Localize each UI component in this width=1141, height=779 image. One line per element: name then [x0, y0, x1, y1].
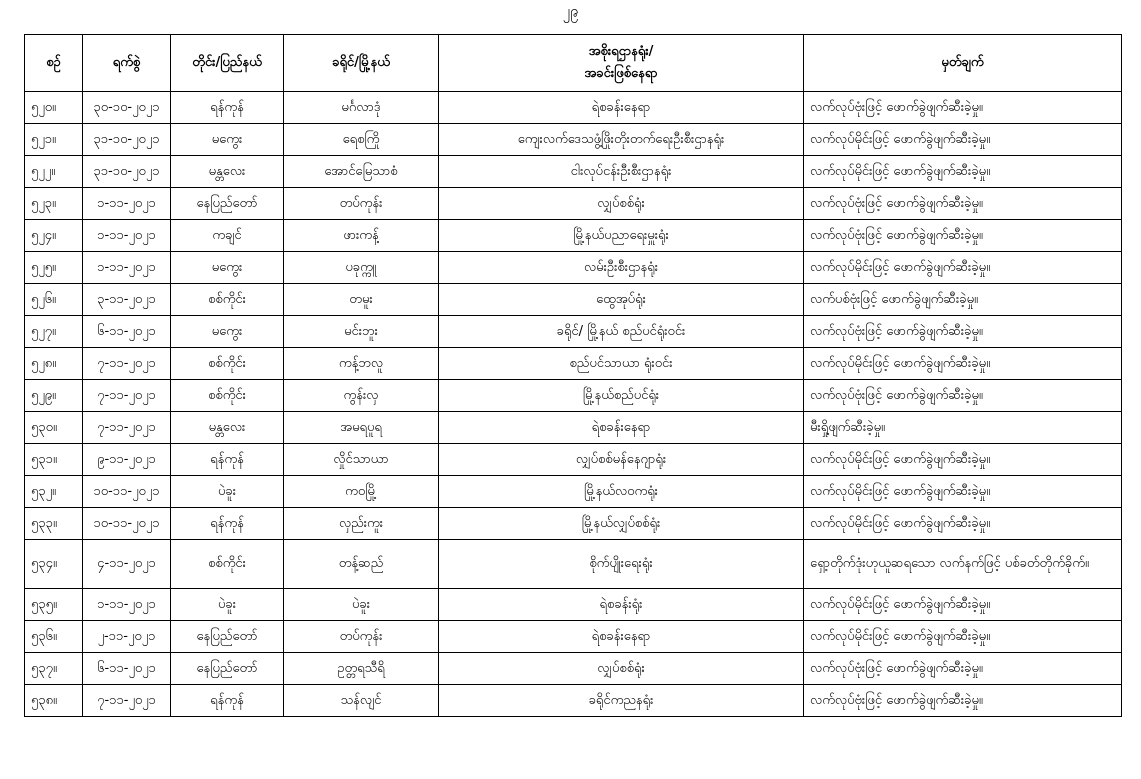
cell-region: မန္တလေး — [171, 412, 284, 444]
table-row — [25, 589, 1122, 621]
cell-date: ၁၀-၁၁-၂၀၂၁ — [83, 508, 171, 540]
cell-remark: လက်လုပ်မိုင်းဖြင့် ဖောက်ခွဲဖျက်ဆီးခဲ့မှု။ — [804, 124, 1122, 156]
cell-township: ပခုက္ကူ — [284, 252, 439, 284]
table-row — [25, 540, 1122, 589]
cell-office: ခရိုင်/ မြို့နယ် စည်ပင်ရုံးဝင်း — [439, 316, 804, 348]
cell-remark: လက်ပစ်ဗုံးဖြင့် ဖောက်ခွဲဖျက်ဆီးခဲ့မှု။ — [804, 284, 1122, 316]
cell-remark: မီးရှို့ဖျက်ဆီးခဲ့မှု။ — [804, 412, 1122, 444]
cell-office: စိုက်ပျိုးရေးရုံး — [439, 540, 804, 589]
cell-no: ၅၃၄။ — [25, 540, 83, 589]
cell-remark: လက်လုပ်မိုင်းဖြင့် ဖောက်ခွဲဖျက်ဆီးခဲ့မှု။ — [804, 621, 1122, 653]
cell-date: ၃၁-၁၀-၂၀၂၁ — [83, 156, 171, 188]
header-region: တိုင်း/ပြည်နယ် — [171, 35, 284, 92]
incident-table — [24, 34, 1122, 717]
cell-no: ၅၃၁။ — [25, 444, 83, 476]
table-row — [25, 412, 1122, 444]
cell-remark: လက်လုပ်ဗုံးဖြင့် ဖောက်ခွဲဖျက်ဆီးခဲ့မှု။ — [804, 92, 1122, 124]
cell-remark: လက်လုပ်ဗုံးဖြင့် ဖောက်ခွဲဖျက်ဆီးခဲ့မှု။ — [804, 220, 1122, 252]
cell-region: နေပြည်တော် — [171, 621, 284, 653]
cell-remark: လက်လုပ်မိုင်းဖြင့် ဖောက်ခွဲဖျက်ဆီးခဲ့မှု။ — [804, 252, 1122, 284]
cell-date: ၁-၁၁-၂၀၂၁ — [83, 220, 171, 252]
cell-remark: လက်လုပ်မိုင်းဖြင့် ဖောက်ခွဲဖျက်ဆီးခဲ့မှု။ — [804, 508, 1122, 540]
cell-remark: လက်လုပ်ဗုံးဖြင့် ဖောက်ခွဲဖျက်ဆီးခဲ့မှု။ — [804, 653, 1122, 685]
cell-region: စစ်ကိုင်း — [171, 348, 284, 380]
table-row — [25, 220, 1122, 252]
cell-office: လမ်းဦးစီးဌာနရုံး — [439, 252, 804, 284]
cell-office: ရဲစခန်းနေရာ — [439, 621, 804, 653]
cell-no: ၅၃၈။ — [25, 685, 83, 717]
cell-township: အမရပူရ — [284, 412, 439, 444]
cell-township: သန်လျင် — [284, 685, 439, 717]
table-row — [25, 653, 1122, 685]
cell-region: စစ်ကိုင်း — [171, 540, 284, 589]
header-remark: မှတ်ချက် — [804, 35, 1122, 92]
cell-no: ၅၂၃။ — [25, 188, 83, 220]
cell-office: ရဲစခန်းနေရာ — [439, 412, 804, 444]
cell-date: ၃၀-၁၀-၂၀၂၁ — [83, 92, 171, 124]
cell-date: ၆-၁၁-၂၀၂၁ — [83, 316, 171, 348]
table-row — [25, 380, 1122, 412]
cell-date: ၇-၁၁-၂၀၂၁ — [83, 348, 171, 380]
cell-no: ၅၂၇။ — [25, 316, 83, 348]
cell-date: ၃၁-၁၀-၂၀၂၁ — [83, 124, 171, 156]
cell-no: ၅၃၂။ — [25, 476, 83, 508]
cell-office: မြို့နယ်စည်ပင်ရုံး — [439, 380, 804, 412]
table-row — [25, 621, 1122, 653]
cell-region: မန္တလေး — [171, 156, 284, 188]
cell-office: မြို့နယ်လျှပ်စစ်ရုံး — [439, 508, 804, 540]
cell-office: ရဲစခန်းရုံး — [439, 589, 804, 621]
cell-remark: လက်လုပ်မိုင်းဖြင့် ဖောက်ခွဲဖျက်ဆီးခဲ့မှု။ — [804, 348, 1122, 380]
cell-township: တမူး — [284, 284, 439, 316]
cell-region: ကချင် — [171, 220, 284, 252]
table-row — [25, 188, 1122, 220]
table-row — [25, 92, 1122, 124]
cell-region: ပဲခူး — [171, 476, 284, 508]
cell-region: ရန်ကုန် — [171, 508, 284, 540]
cell-remark: လက်လုပ်မိုင်းဖြင့် ဖောက်ခွဲဖျက်ဆီးခဲ့မှု။ — [804, 444, 1122, 476]
table-row — [25, 508, 1122, 540]
cell-region: စစ်ကိုင်း — [171, 380, 284, 412]
cell-township: ပဲခူး — [284, 589, 439, 621]
cell-date: ၇-၁၁-၂၀၂၁ — [83, 380, 171, 412]
cell-no: ၅၂၆။ — [25, 284, 83, 316]
cell-region: မကွေး — [171, 124, 284, 156]
cell-remark: ရှော့တိုက်ဒုံးဟုယူဆရသော လက်နက်ဖြင့် ပစ်ခတ်တိုက်ခိုက်။ — [804, 540, 1122, 589]
cell-township: မင်းဘူး — [284, 316, 439, 348]
cell-no: ၅၂၄။ — [25, 220, 83, 252]
cell-township: ရေစကြို — [284, 124, 439, 156]
cell-date: ၇-၁၁-၂၀၂၁ — [83, 412, 171, 444]
cell-no: ၅၂၀။ — [25, 92, 83, 124]
cell-no: ၅၂၈။ — [25, 348, 83, 380]
cell-township: ကွန်းလှ — [284, 380, 439, 412]
table-row — [25, 348, 1122, 380]
table-row — [25, 476, 1122, 508]
cell-remark: လက်လုပ်မိုင်းဖြင့် ဖောက်ခွဲဖျက်ဆီးခဲ့မှု။ — [804, 156, 1122, 188]
cell-date: ၁-၁၁-၂၀၂၁ — [83, 188, 171, 220]
header-township: ခရိုင်/မြို့နယ် — [284, 35, 439, 92]
cell-date: ၇-၁၁-၂၀၂၁ — [83, 685, 171, 717]
cell-date: ၁-၁၁-၂၀၂၁ — [83, 252, 171, 284]
cell-office: လျှပ်စစ်ရုံး — [439, 188, 804, 220]
table-header-row — [25, 35, 1122, 92]
cell-office: လျှပ်စစ်ရုံး — [439, 653, 804, 685]
table-body — [25, 92, 1122, 717]
cell-township: လှိုင်သာယာ — [284, 444, 439, 476]
cell-no: ၅၃၆။ — [25, 621, 83, 653]
cell-township: တပ်ကုန်း — [284, 188, 439, 220]
cell-township: တပ်ကုန်း — [284, 621, 439, 653]
cell-region: ရန်ကုန် — [171, 685, 284, 717]
header-office-line1: အစိုးရဌာနရုံး/ — [588, 44, 654, 59]
cell-region: ရန်ကုန် — [171, 444, 284, 476]
cell-remark: လက်လုပ်မိုင်းဖြင့် ဖောက်ခွဲဖျက်ဆီးခဲ့မှု။ — [804, 589, 1122, 621]
cell-date: ၆-၁၁-၂၀၂၁ — [83, 653, 171, 685]
cell-township: ဥတ္တရသီရိ — [284, 653, 439, 685]
header-office — [439, 35, 804, 92]
table-row — [25, 284, 1122, 316]
cell-no: ၅၂၅။ — [25, 252, 83, 284]
cell-township: ကဝမြို့ — [284, 476, 439, 508]
cell-no: ၅၃၀။ — [25, 412, 83, 444]
cell-remark: လက်လုပ်ဗုံးဖြင့် ဖောက်ခွဲဖျက်ဆီးခဲ့မှု။ — [804, 188, 1122, 220]
cell-office: ကျေးလက်ဒေသဖွံ့ဖြိုးတိုးတက်ရေးဦးစီးဌာနရုံး — [439, 124, 804, 156]
cell-office: မြို့နယ်ပညာရေးမှူးရုံး — [439, 220, 804, 252]
cell-office: လျှပ်စစ်မန်နေဂျာရုံး — [439, 444, 804, 476]
table-row — [25, 444, 1122, 476]
cell-remark: လက်လုပ်မိုင်းဖြင့် ဖောက်ခွဲဖျက်ဆီးခဲ့မှု။ — [804, 476, 1122, 508]
table-row — [25, 124, 1122, 156]
cell-office: ခရိုင်ကညနရုံး — [439, 685, 804, 717]
cell-region: နေပြည်တော် — [171, 653, 284, 685]
header-date: ရက်စွဲ — [83, 35, 171, 92]
cell-date: ၂-၁၁-၂၀၂၁ — [83, 621, 171, 653]
cell-region: မကွေး — [171, 316, 284, 348]
cell-no: ၅၂၂။ — [25, 156, 83, 188]
page-number: ၂၉ — [562, 2, 579, 20]
table-row — [25, 252, 1122, 284]
cell-township: တန့်ဆည် — [284, 540, 439, 589]
cell-remark: လက်လုပ်ဗုံးဖြင့် ဖောက်ခွဲဖျက်ဆီးခဲ့မှု။ — [804, 685, 1122, 717]
cell-region: မကွေး — [171, 252, 284, 284]
cell-date: ၁-၁၁-၂၀၂၁ — [83, 589, 171, 621]
cell-office: ငါးလုပ်ငန်းဦးစီးဌာနရုံး — [439, 156, 804, 188]
header-office-line2: အခင်းဖြစ်နေရာ — [584, 66, 658, 81]
cell-remark: လက်လုပ်ဗုံးဖြင့် ဖောက်ခွဲဖျက်ဆီးခဲ့မှု။ — [804, 380, 1122, 412]
cell-region: စစ်ကိုင်း — [171, 284, 284, 316]
cell-region: ပဲခူး — [171, 589, 284, 621]
cell-township: ကန့်ဘလူ — [284, 348, 439, 380]
cell-office: စည်ပင်သာယာ ရုံးဝင်း — [439, 348, 804, 380]
cell-office: မြို့နယ်လဝကရုံး — [439, 476, 804, 508]
cell-no: ၅၃၇။ — [25, 653, 83, 685]
cell-no: ၅၃၃။ — [25, 508, 83, 540]
cell-township: ဖားကန့် — [284, 220, 439, 252]
cell-township: အောင်မြေသာစံ — [284, 156, 439, 188]
cell-office: ရဲစခန်းနေရာ — [439, 92, 804, 124]
cell-township: လှည်းကူး — [284, 508, 439, 540]
table-row — [25, 685, 1122, 717]
cell-no: ၅၂၉။ — [25, 380, 83, 412]
cell-no: ၅၂၁။ — [25, 124, 83, 156]
table-row — [25, 156, 1122, 188]
cell-date: ၃-၁၁-၂၀၂၁ — [83, 284, 171, 316]
cell-remark: လက်လုပ်ဗုံးဖြင့် ဖောက်ခွဲဖျက်ဆီးခဲ့မှု။ — [804, 316, 1122, 348]
cell-region: နေပြည်တော် — [171, 188, 284, 220]
cell-office: ထွေအုပ်ရုံး — [439, 284, 804, 316]
header-no: စဉ် — [25, 35, 83, 92]
cell-date: ၁၀-၁၁-၂၀၂၁ — [83, 476, 171, 508]
cell-date: ၄-၁၁-၂၀၂၁ — [83, 540, 171, 589]
cell-township: မင်္ဂလာဒုံ — [284, 92, 439, 124]
cell-date: ၉-၁၁-၂၀၂၁ — [83, 444, 171, 476]
cell-region: ရန်ကုန် — [171, 92, 284, 124]
cell-no: ၅၃၅။ — [25, 589, 83, 621]
table-row — [25, 316, 1122, 348]
